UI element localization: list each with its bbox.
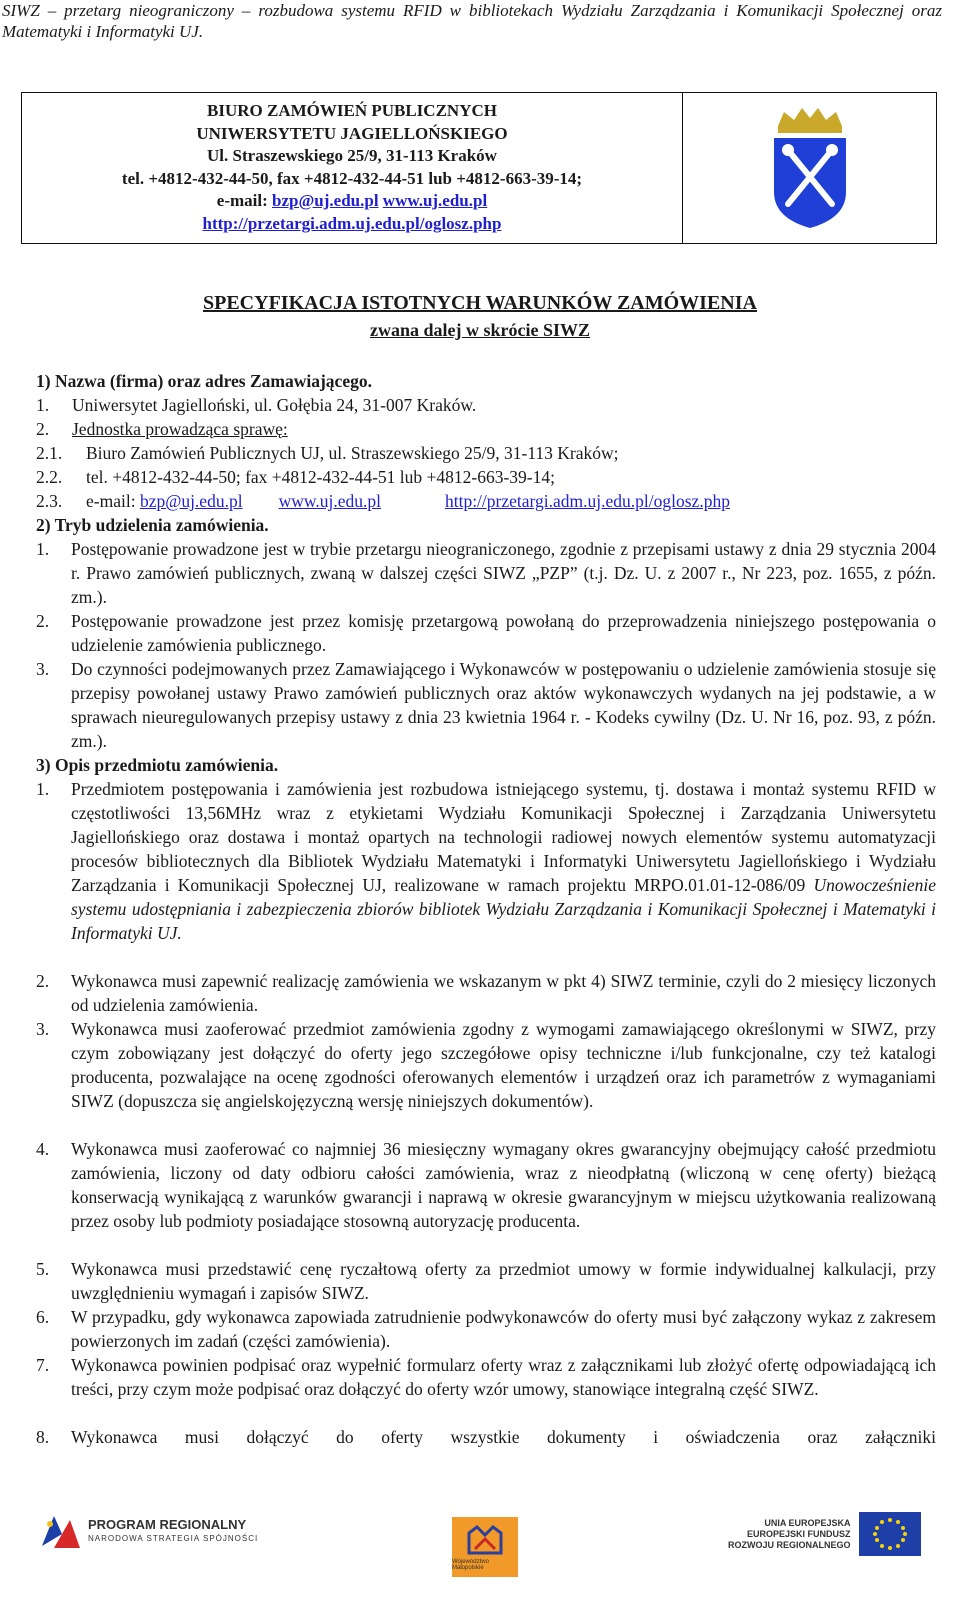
footer-center-label: Województwo Małopolskie bbox=[452, 1559, 489, 1571]
office-contact-line bbox=[22, 190, 682, 213]
email-label: e-mail: bbox=[216, 191, 273, 210]
office-www-link[interactable]: www.uj.edu.pl bbox=[382, 191, 488, 210]
document-title: SPECYFIKACJA ISTOTNYCH WARUNKÓW ZAMÓWIENIA bbox=[203, 292, 757, 314]
office-url-link[interactable]: http://przetargi.adm.uj.edu.pl/oglosz.php bbox=[202, 213, 502, 233]
malopolska-logo bbox=[452, 1517, 518, 1577]
s3-item: 3. Wykonawca musi zaoferować przedmiot zamówienia zgodny z wymogami zamawiającego określonymi w SIWZ, przy czym zobowiązany jest dołączyć do oferty jego szczegółowe opisy techniczne i/lub funkcjonalne, czy też katalogi producenta, pozwalające na ocenę zgodności oferowanych elementów i urządzeń oraz ich parametrów z wymaganiami SIWZ (dopuszcza się angielskojęzyczną wersję niniejszych dokumentów). bbox=[36, 1019, 936, 1111]
s1-item-1: 1. Uniwersytet Jagielloński, ul. Gołębia 24, 31-007 Kraków. bbox=[36, 395, 477, 415]
s2-item: 3. Do czynności podejmowanych przez Zamawiającego i Wykonawców w postępowaniu o udzielenie zamówienia stosuje się przepisy powołanej ustawy Prawo zamówień publicznych oraz aktów wykonawczych wydanych na jej podstawie, a w sprawach nieuregulowanych przepisy ustawy z dnia 23 kwietnia 1964 r. - Kodeks cywilny (Dz. U. Nr 16, poz. 93, z późn. zm.). bbox=[36, 659, 936, 751]
document-header-note: SIWZ – przetarg nieograniczony – rozbudowa systemu RFID w bibliotekach Wydziału Zarządzania i Komunikacji Społecznej oraz Matematyki i Informatyki UJ. bbox=[2, 1, 942, 41]
s1-url-link[interactable]: http://przetargi.adm.uj.edu.pl/oglosz.php bbox=[444, 491, 730, 511]
s3-item: 1. Przedmiotem postępowania i zamówienia jest rozbudowa istniejącego systemu, tj. dostawa i montaż systemu RFID w częstotliwości 13,56MHz wraz z etykietami Wydziału Komunikacji Społecznej i Zarządzania Uniwersytetu Jagiellońskiego oraz dostawa i montaż opartych na technologii radiowej nowych elementów systemu automatyzacji procesów bibliotecznych dla Bibliotek Wydziału Matematyki i Informatyki Uniwersytetu Jagiellońskiego i Wydziału Zarządzania i Komunikacji Społecznej UJ, realizowane w ramach projektu MRPO.01.01-12-086/09 Unowocześnienie systemu udostępniania i zabezpieczenia zbiorów bibliotek Wydziału Zarządzania i Komunikacji Społecznej i Matematyki i Informatyki UJ. bbox=[36, 779, 936, 943]
emblem-icon bbox=[770, 106, 850, 230]
eu-logo bbox=[728, 1512, 921, 1556]
s3-item: 6. W przypadku, gdy wykonawca zapowiada zatrudnienie podwykonawców do oferty musi być załączony wykaz z zakresem powierzonych im zadań (części zamówienia). bbox=[36, 1307, 936, 1351]
malopolska-emblem-icon bbox=[465, 1523, 505, 1557]
office-header-box bbox=[21, 92, 937, 244]
s1-item-2: 2. Jednostka prowadząca sprawę: bbox=[36, 419, 288, 439]
s3-item: 4. Wykonawca musi zaoferować co najmniej 36 miesięczny wymagany okres gwarancyjny obejmujący całość przedmiotu zamówienia, liczony od daty odbioru całości zamówienia, wraz z nieodpłatną (wliczoną w cenę oferty) bieżącą konserwacją wynikającą z warunków gwarancji i naprawą w okresie gwarancyjnym w miejscu użytkowania realizowaną przez osoby lub podmioty posiadające stosowną autoryzację producenta. bbox=[36, 1139, 936, 1231]
university-emblem bbox=[683, 93, 936, 243]
footer-eu-l2: EUROPEJSKI FUNDUSZ bbox=[747, 1528, 851, 1539]
office-street: Ul. Straszewskiego 25/9, 31-113 Kraków bbox=[207, 146, 497, 165]
s1-www-link[interactable]: www.uj.edu.pl bbox=[278, 491, 381, 511]
nss-logo-icon bbox=[40, 1512, 82, 1552]
office-university: UNIWERSYTETU JAGIELLOŃSKIEGO bbox=[196, 123, 508, 143]
s2-item: 2. Postępowanie prowadzone jest przez komisję przetargową powołaną do przeprowadzenia niniejszego postępowania o udzielenie zamówienia publicznego. bbox=[36, 611, 936, 655]
s3-item: 2. Wykonawca musi zapewnić realizację zamówienia we wskazanym w pkt 4) SIWZ terminie, czyli do 2 miesięcy liczonych od udzielenia zamówienia. bbox=[36, 971, 936, 1015]
footer-left-title: PROGRAM REGIONALNY bbox=[88, 1517, 247, 1532]
footer-left-subtitle: NARODOWA STRATEGIA SPÓJNOŚCI bbox=[88, 1534, 259, 1543]
program-regionalny-logo bbox=[40, 1512, 258, 1552]
office-phone: tel. +4812-432-44-50, fax +4812-432-44-51 lub +4812-663-39-14; bbox=[121, 168, 583, 188]
footer-eu-l1: UNIA EUROPEJSKA bbox=[764, 1517, 851, 1528]
office-address-block bbox=[22, 93, 683, 243]
s1-email-link[interactable]: bzp@uj.edu.pl bbox=[139, 491, 243, 511]
s1-item-2-1: 2.1. Biuro Zamówień Publicznych UJ, ul. Straszewskiego 25/9, 31-113 Kraków; bbox=[36, 443, 619, 463]
section-1-heading: 1) Nazwa (firma) oraz adres Zamawiającego. bbox=[36, 371, 372, 391]
office-email-link[interactable]: bzp@uj.edu.pl bbox=[272, 191, 379, 210]
section-2-heading: 2) Tryb udzielenia zamówienia. bbox=[36, 515, 269, 535]
eu-flag-icon bbox=[859, 1512, 921, 1556]
s2-item: 1. Postępowanie prowadzone jest w trybie przetargu nieograniczonego, zgodnie z przepisami ustawy z dnia 29 stycznia 2004 r. Prawo zamówień publicznych, zwaną w dalszej części SIWZ „PZP” (t.j. Dz. U. z 2007 r., Nr 223, poz. 1655, z późn. zm.). bbox=[36, 539, 936, 607]
footer-logos bbox=[0, 1490, 960, 1606]
s3-item: 8. Wykonawca musi dołączyć do oferty wszystkie dokumenty i oświadczenia oraz załączniki bbox=[36, 1427, 936, 1447]
footer-eu-l3: ROZWOJU REGIONALNEGO bbox=[728, 1539, 851, 1550]
document-subtitle: zwana dalej w skrócie SIWZ bbox=[370, 320, 590, 340]
s1-item-2-2: 2.2. tel. +4812-432-44-50; fax +4812-432-44-51 lub +4812-663-39-14; bbox=[36, 467, 555, 487]
section-3-heading: 3) Opis przedmiotu zamówienia. bbox=[36, 755, 279, 775]
s1-item-2-3: 2.3. e-mail: bzp@uj.edu.pl www.uj.edu.pl http://przetargi.adm.uj.edu.pl/oglosz.php bbox=[36, 491, 730, 511]
s3-item: 7. Wykonawca powinien podpisać oraz wypełnić formularz oferty wraz z załącznikami lub złożyć ofertę odpowiadającą ich treści, przy czym może podpisać oraz dołączyć do oferty wzór umowy, stanowiące integralną część SIWZ. bbox=[36, 1355, 936, 1399]
s3-item: 5. Wykonawca musi przedstawić cenę ryczałtową oferty za przedmiot umowy w formie indywidualnej kalkulacji, przy uwzględnieniu wymagań i zapisów SIWZ. bbox=[36, 1259, 936, 1303]
office-name: BIURO ZAMÓWIEŃ PUBLICZNYCH bbox=[207, 101, 497, 120]
